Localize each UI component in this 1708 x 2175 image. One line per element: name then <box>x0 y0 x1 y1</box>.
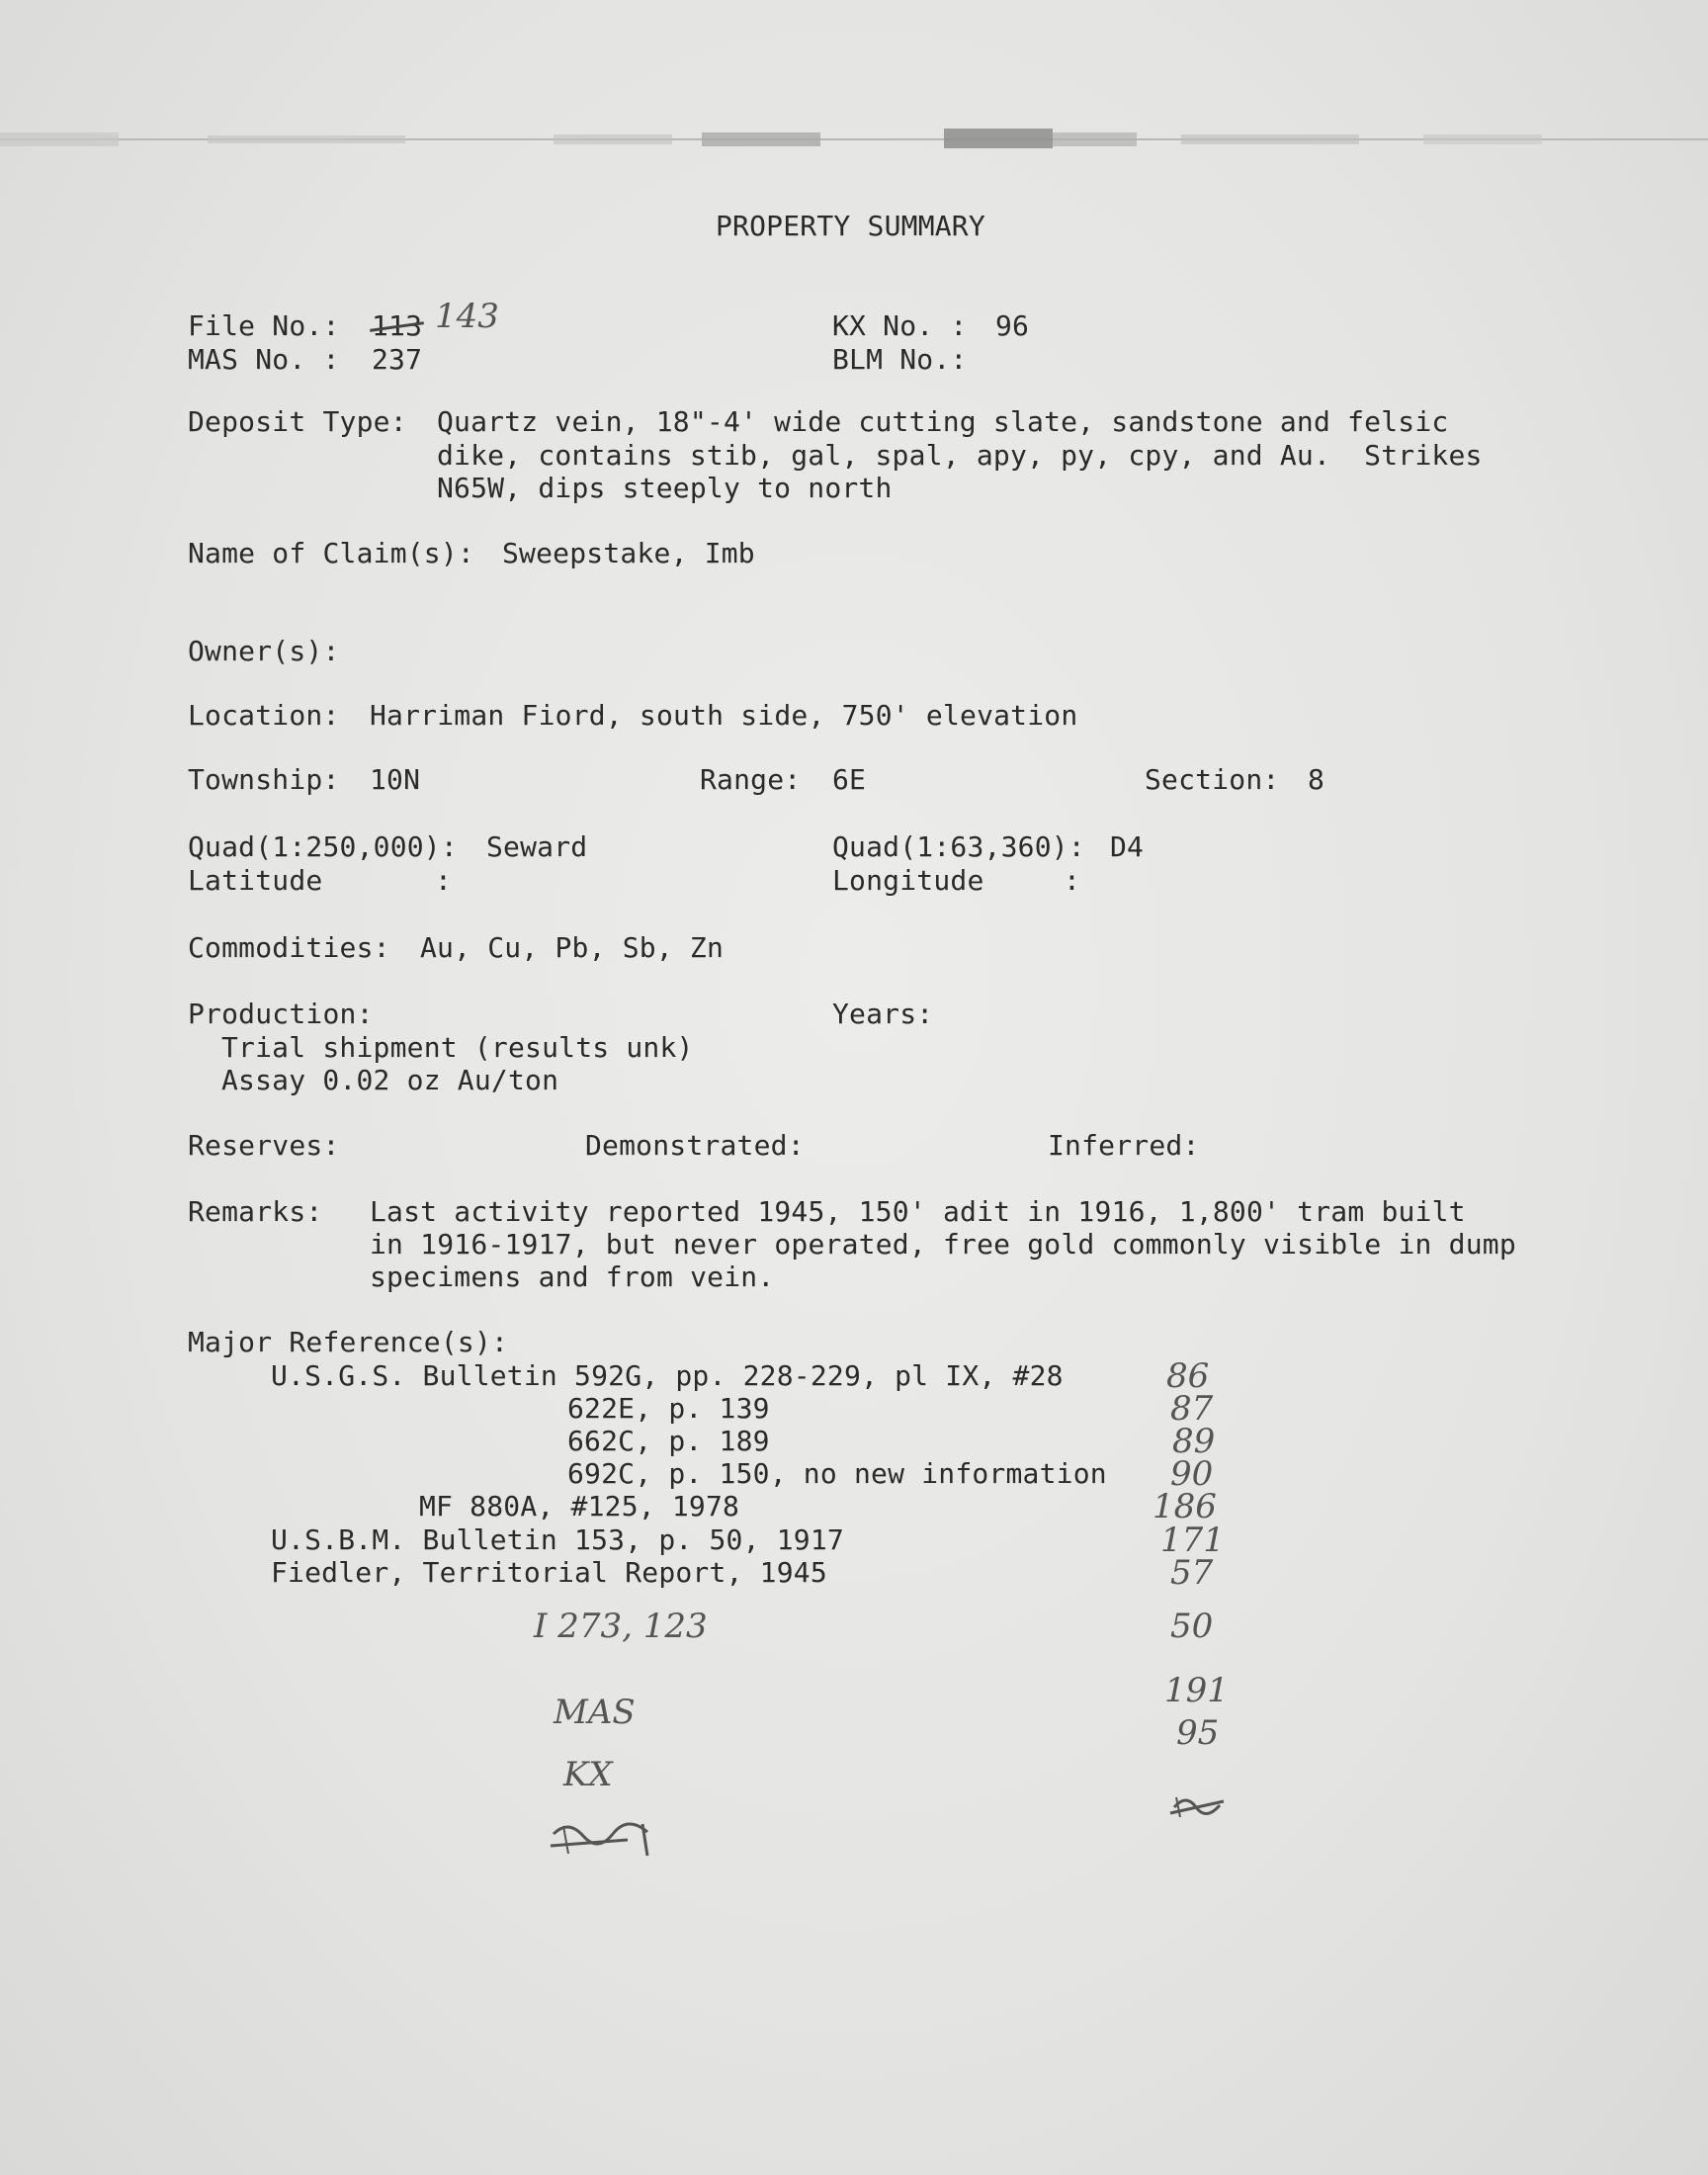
reference-line-6: U.S.B.M. Bulletin 153, p. 50, 1917 <box>271 1523 844 1556</box>
ref-number-5: 186 <box>1153 1487 1217 1526</box>
file-no-handwritten: 143 <box>435 297 499 336</box>
reference-line-1: U.S.G.S. Bulletin 592G, pp. 228-229, pl IX, #28 <box>271 1359 1064 1392</box>
ref-number-6: 171 <box>1160 1521 1225 1560</box>
remarks-line-2: in 1916-1917, but never operated, free gold commonly visible in dump <box>370 1228 1516 1261</box>
reference-line-2: 622E, p. 139 <box>567 1392 770 1425</box>
reference-line-7: Fiedler, Territorial Report, 1945 <box>271 1556 827 1589</box>
reserves-demonstrated-label: Demonstrated: <box>585 1129 805 1162</box>
scribble-mark-right <box>1168 1787 1228 1827</box>
deposit-type-line-3: N65W, dips steeply to north <box>437 472 893 504</box>
location-value: Harriman Fiord, south side, 750' elevation <box>370 699 1078 732</box>
file-no-struck-value <box>372 309 422 343</box>
commodities-value: Au, Cu, Pb, Sb, Zn <box>420 931 725 964</box>
kx-no-label: KX No. : <box>832 309 968 342</box>
production-line-1: Trial shipment (results unk) <box>221 1031 694 1064</box>
handwritten-number-2: 191 <box>1164 1671 1229 1710</box>
remarks-line-3: specimens and from vein. <box>370 1261 775 1293</box>
references-label: Major Reference(s): <box>188 1326 509 1358</box>
kx-no-value: 96 <box>995 309 1030 342</box>
reserves-label: Reserves: <box>188 1129 340 1162</box>
handwritten-note-3: KX <box>563 1755 613 1794</box>
claims-label: Name of Claim(s): <box>188 537 474 569</box>
deposit-type-label: Deposit Type: <box>188 405 407 438</box>
production-label: Production: <box>188 998 374 1030</box>
ref-number-1: 86 <box>1166 1356 1210 1396</box>
township-value: 10N <box>370 763 421 796</box>
reference-line-3: 662C, p. 189 <box>567 1425 770 1457</box>
location-label: Location: <box>188 699 340 732</box>
commodities-label: Commodities: <box>188 931 390 964</box>
mas-no-value: 237 <box>372 343 423 376</box>
reserves-inferred-label: Inferred: <box>1048 1129 1200 1162</box>
latitude-label: Latitude <box>188 864 323 897</box>
range-value: 6E <box>832 763 867 796</box>
ref-number-4: 90 <box>1170 1454 1214 1494</box>
owners-label: Owner(s): <box>188 635 340 667</box>
remarks-label: Remarks: <box>188 1195 323 1228</box>
section-label: Section: <box>1145 763 1280 796</box>
ref-number-2: 87 <box>1170 1389 1214 1429</box>
struck-file-number: 113 <box>372 309 423 342</box>
production-line-2: Assay 0.02 oz Au/ton <box>221 1064 559 1096</box>
township-label: Township: <box>188 763 340 796</box>
handwritten-number-3: 95 <box>1176 1713 1220 1753</box>
claims-value: Sweepstake, Imb <box>502 537 755 569</box>
deposit-type-line-1: Quartz vein, 18"-4' wide cutting slate, sandstone and felsic <box>437 405 1449 438</box>
handwritten-number-1: 50 <box>1170 1607 1214 1646</box>
quad-63360-value: D4 <box>1110 830 1145 863</box>
quad-250000-value: Seward <box>486 830 588 863</box>
page-title: PROPERTY SUMMARY <box>716 210 985 242</box>
reference-line-4: 692C, p. 150, no new information <box>567 1457 1107 1490</box>
quad-250000-label: Quad(1:250,000): <box>188 830 458 863</box>
blm-no-label: BLM No.: <box>832 343 968 376</box>
range-label: Range: <box>700 763 802 796</box>
mas-no-label: MAS No. : <box>188 343 340 376</box>
longitude-colon: : <box>1064 864 1081 897</box>
file-no-label: File No.: <box>188 309 340 342</box>
ref-number-7: 57 <box>1170 1553 1214 1593</box>
deposit-type-line-2: dike, contains stib, gal, spal, apy, py, cpy, and Au. Strikes <box>437 439 1483 472</box>
years-label: Years: <box>832 998 934 1030</box>
scribble-mark-left <box>549 1814 657 1864</box>
section-value: 8 <box>1308 763 1325 796</box>
reference-line-5: MF 880A, #125, 1978 <box>419 1490 740 1522</box>
longitude-label: Longitude <box>832 864 984 897</box>
ref-number-3: 89 <box>1172 1422 1216 1461</box>
latitude-colon: : <box>435 864 453 897</box>
handwritten-note-2: MAS <box>554 1693 636 1732</box>
quad-63360-label: Quad(1:63,360): <box>832 830 1085 863</box>
handwritten-note-1: I 273, 123 <box>534 1607 708 1646</box>
scan-smudge <box>0 127 1708 156</box>
remarks-line-1: Last activity reported 1945, 150' adit in 1916, 1,800' tram built <box>370 1195 1466 1228</box>
